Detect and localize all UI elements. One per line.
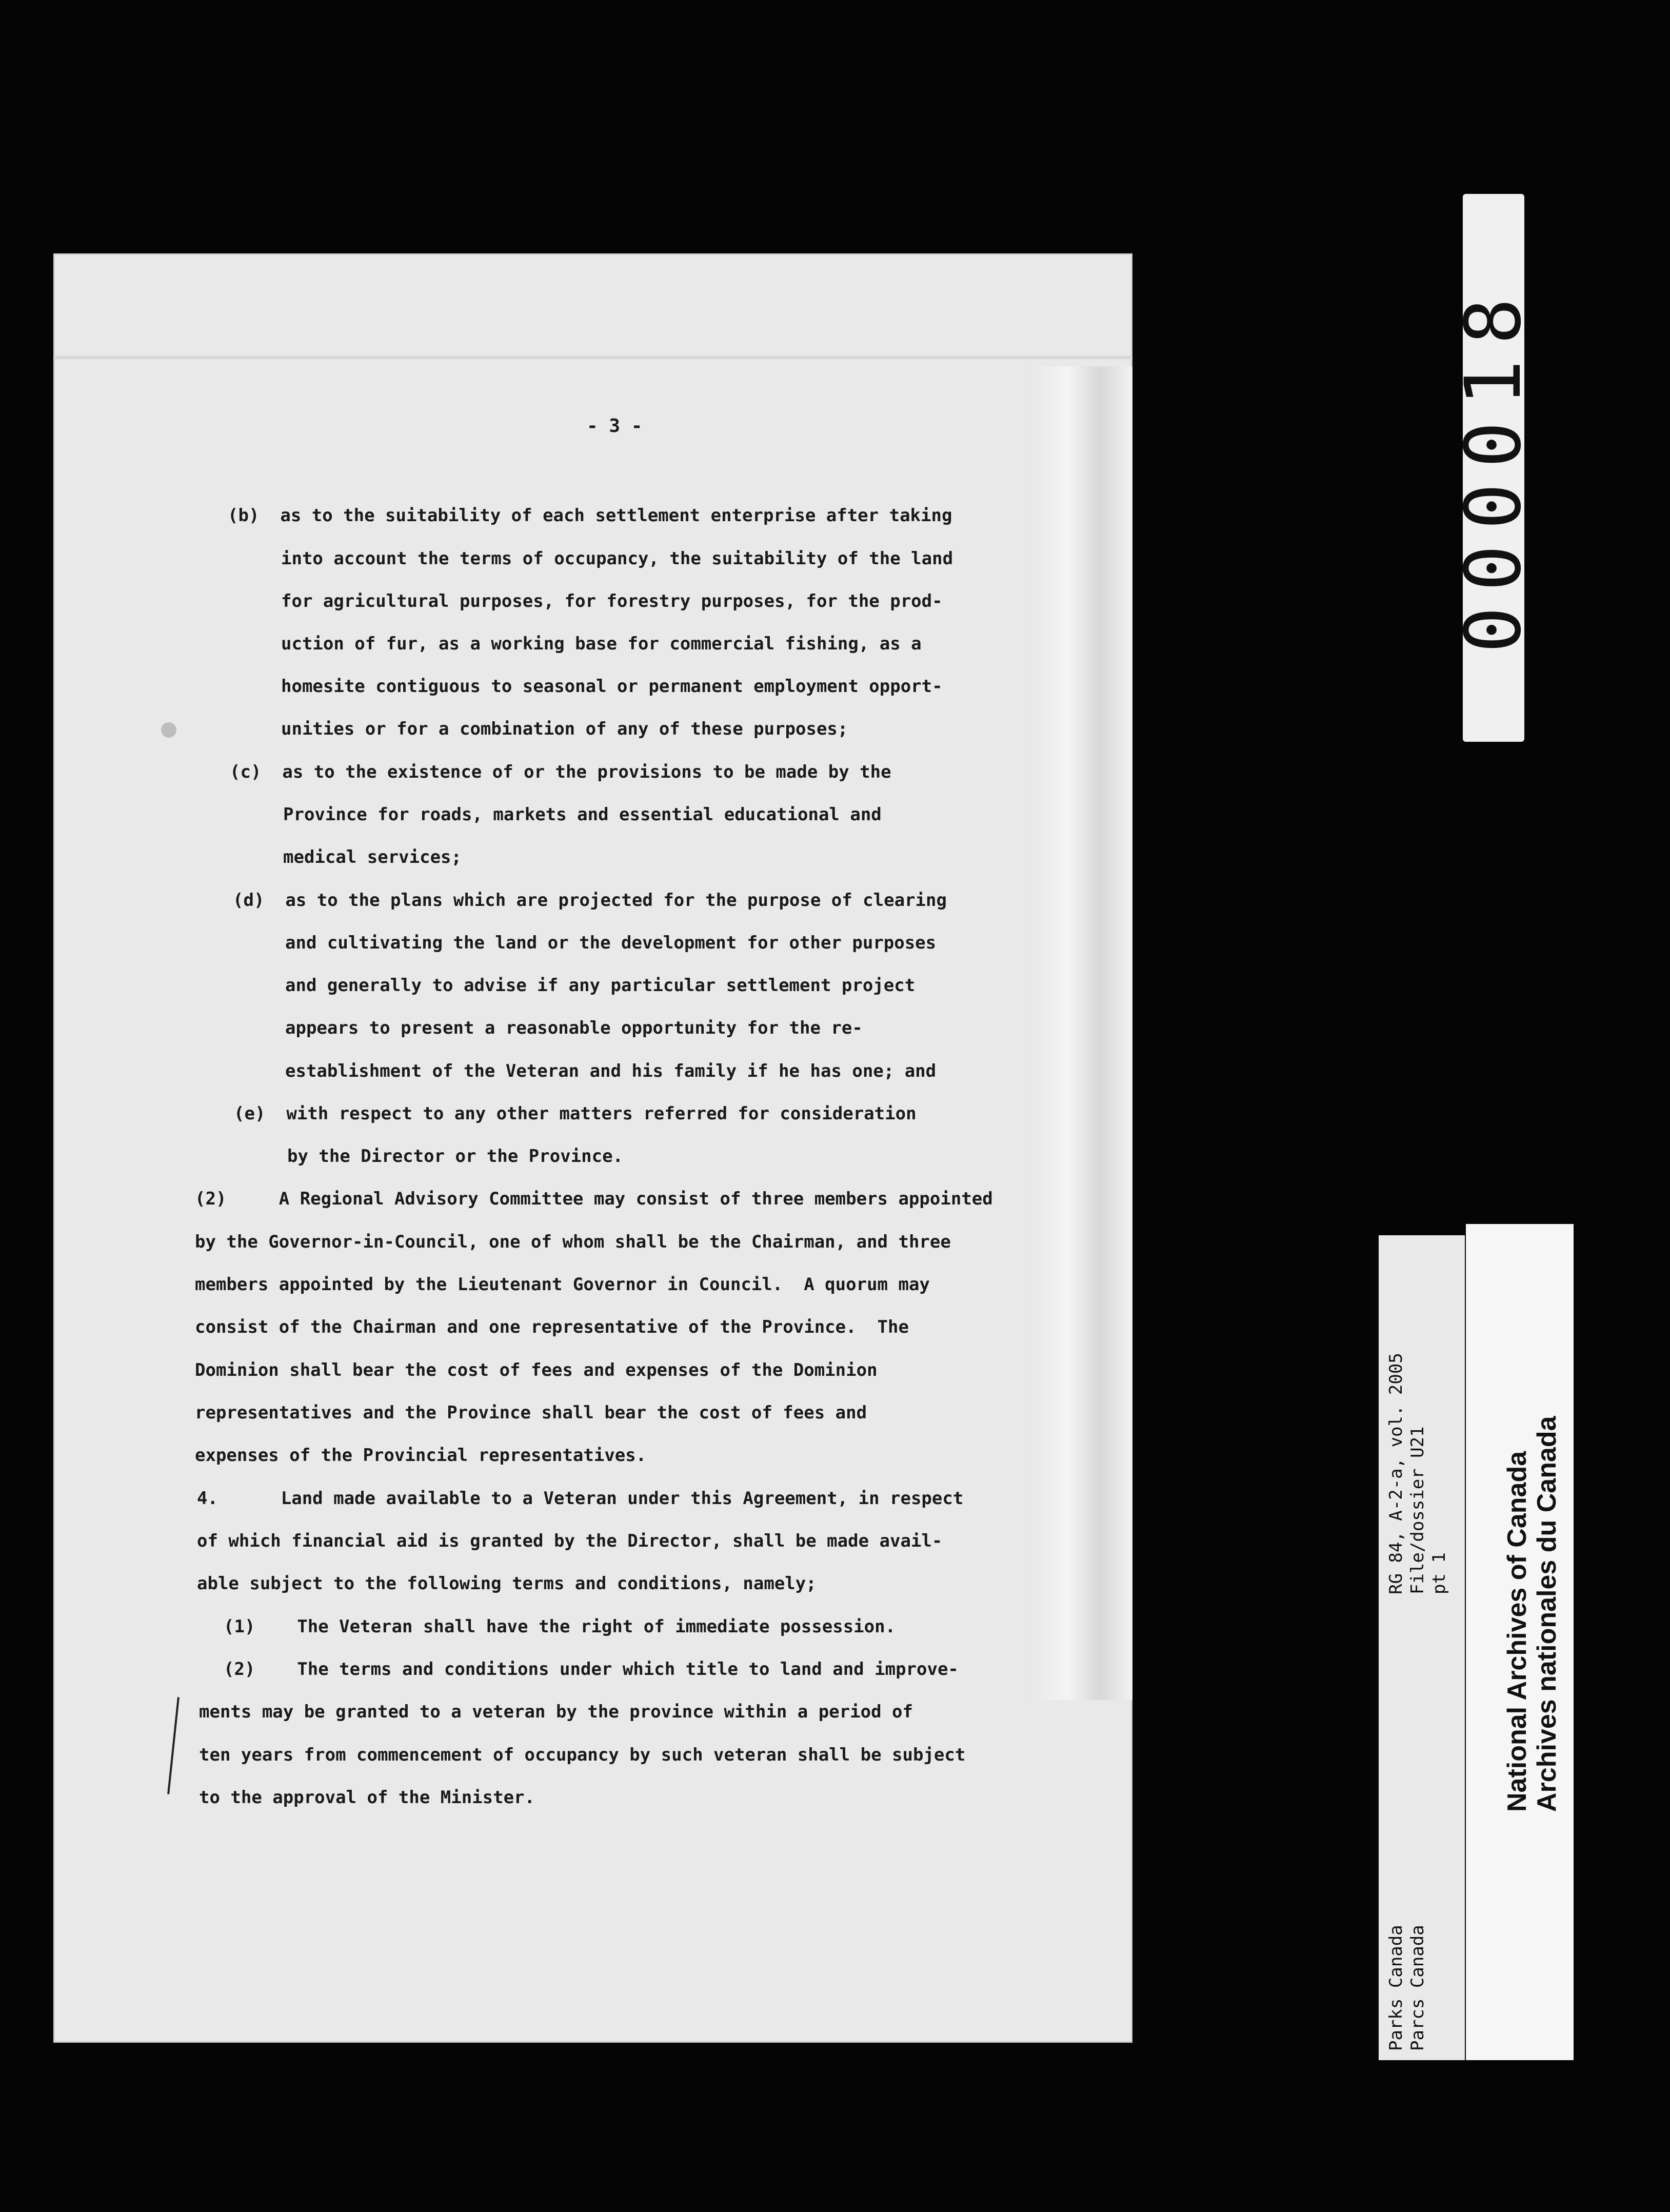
text-line: to the approval of the Minister. (199, 1787, 535, 1808)
text-line: into account the terms of occupancy, the suitability of the land (281, 548, 953, 569)
text-line: Dominion shall bear the cost of fees and expenses of the Dominion (195, 1360, 878, 1380)
text-line: able subject to the following terms and conditions, namely; (197, 1573, 817, 1594)
text-line: (2) A Regional Advisory Committee may consist of three members appointed (195, 1189, 993, 1209)
text-line: and generally to advise if any particular settlement project (285, 975, 916, 996)
text-line: homesite contiguous to seasonal or permanent employment opport- (281, 676, 943, 697)
text-line: (b) as to the suitability of each settlement enterprise after taking (228, 505, 952, 526)
text-line: members appointed by the Lieutenant Governor in Council. A quorum may (195, 1274, 930, 1295)
archive-reference-label (1379, 1235, 1465, 2060)
text-line: (d) as to the plans which are projected for the purpose of clearing (233, 890, 947, 911)
text-line: ments may be granted to a veteran by the province within a period of (199, 1702, 913, 1722)
document-page (53, 253, 1132, 2043)
frame-number-strip (1449, 194, 1538, 742)
creator-fr: Parcs Canada (1407, 1925, 1428, 2051)
institution-fr: Archives nationales du Canada (1532, 1416, 1562, 1812)
reference-line: RG 84, A-2-a, vol. 2005 (1386, 1353, 1406, 1594)
text-line: medical services; (283, 847, 462, 867)
text-line: by the Director or the Province. (287, 1146, 624, 1167)
frame-number: 000018 (1449, 283, 1538, 653)
text-line: 4. Land made available to a Veteran under this Agreement, in respect (197, 1488, 964, 1509)
text-line: (c) as to the existence of or the provisions to be made by the (230, 762, 891, 782)
text-line: expenses of the Provincial representatives. (195, 1445, 647, 1466)
text-line: Province for roads, markets and essential educational and (283, 804, 882, 825)
text-line: unities or for a combination of any of these purposes; (281, 719, 848, 739)
text-line: (e) with respect to any other matters referred for consideration (234, 1103, 917, 1124)
text-line: establishment of the Veteran and his family if he has one; and (285, 1061, 937, 1081)
part-line: pt 1 (1429, 1552, 1449, 1594)
text-line: (1) The Veteran shall have the right of immediate possession. (224, 1616, 896, 1637)
file-line: File/dossier U21 (1407, 1426, 1428, 1594)
institution-label (1466, 1224, 1574, 2060)
text-line: representatives and the Province shall bear the cost of fees and (195, 1403, 867, 1423)
text-line: for agricultural purposes, for forestry purposes, for the prod- (281, 591, 943, 611)
text-line: (2) The terms and conditions under which title to land and improve- (224, 1659, 959, 1680)
text-line: ten years from commencement of occupancy by such veteran shall be subject (199, 1745, 966, 1765)
text-line: appears to present a reasonable opportunity for the re- (285, 1018, 863, 1038)
page-number: - 3 - (587, 416, 643, 437)
text-line: and cultivating the land or the development for other purposes (285, 933, 937, 953)
document-text (53, 253, 1132, 2043)
text-line: consist of the Chairman and one representative of the Province. The (195, 1317, 909, 1337)
text-line: of which financial aid is granted by the Director, shall be made avail- (197, 1531, 943, 1551)
institution-en: National Archives of Canada (1502, 1451, 1532, 1812)
text-line: by the Governor-in-Council, one of whom shall be the Chairman, and three (195, 1232, 951, 1252)
text-line: uction of fur, as a working base for commercial fishing, as a (281, 634, 922, 654)
creator-en: Parks Canada (1386, 1925, 1406, 2051)
